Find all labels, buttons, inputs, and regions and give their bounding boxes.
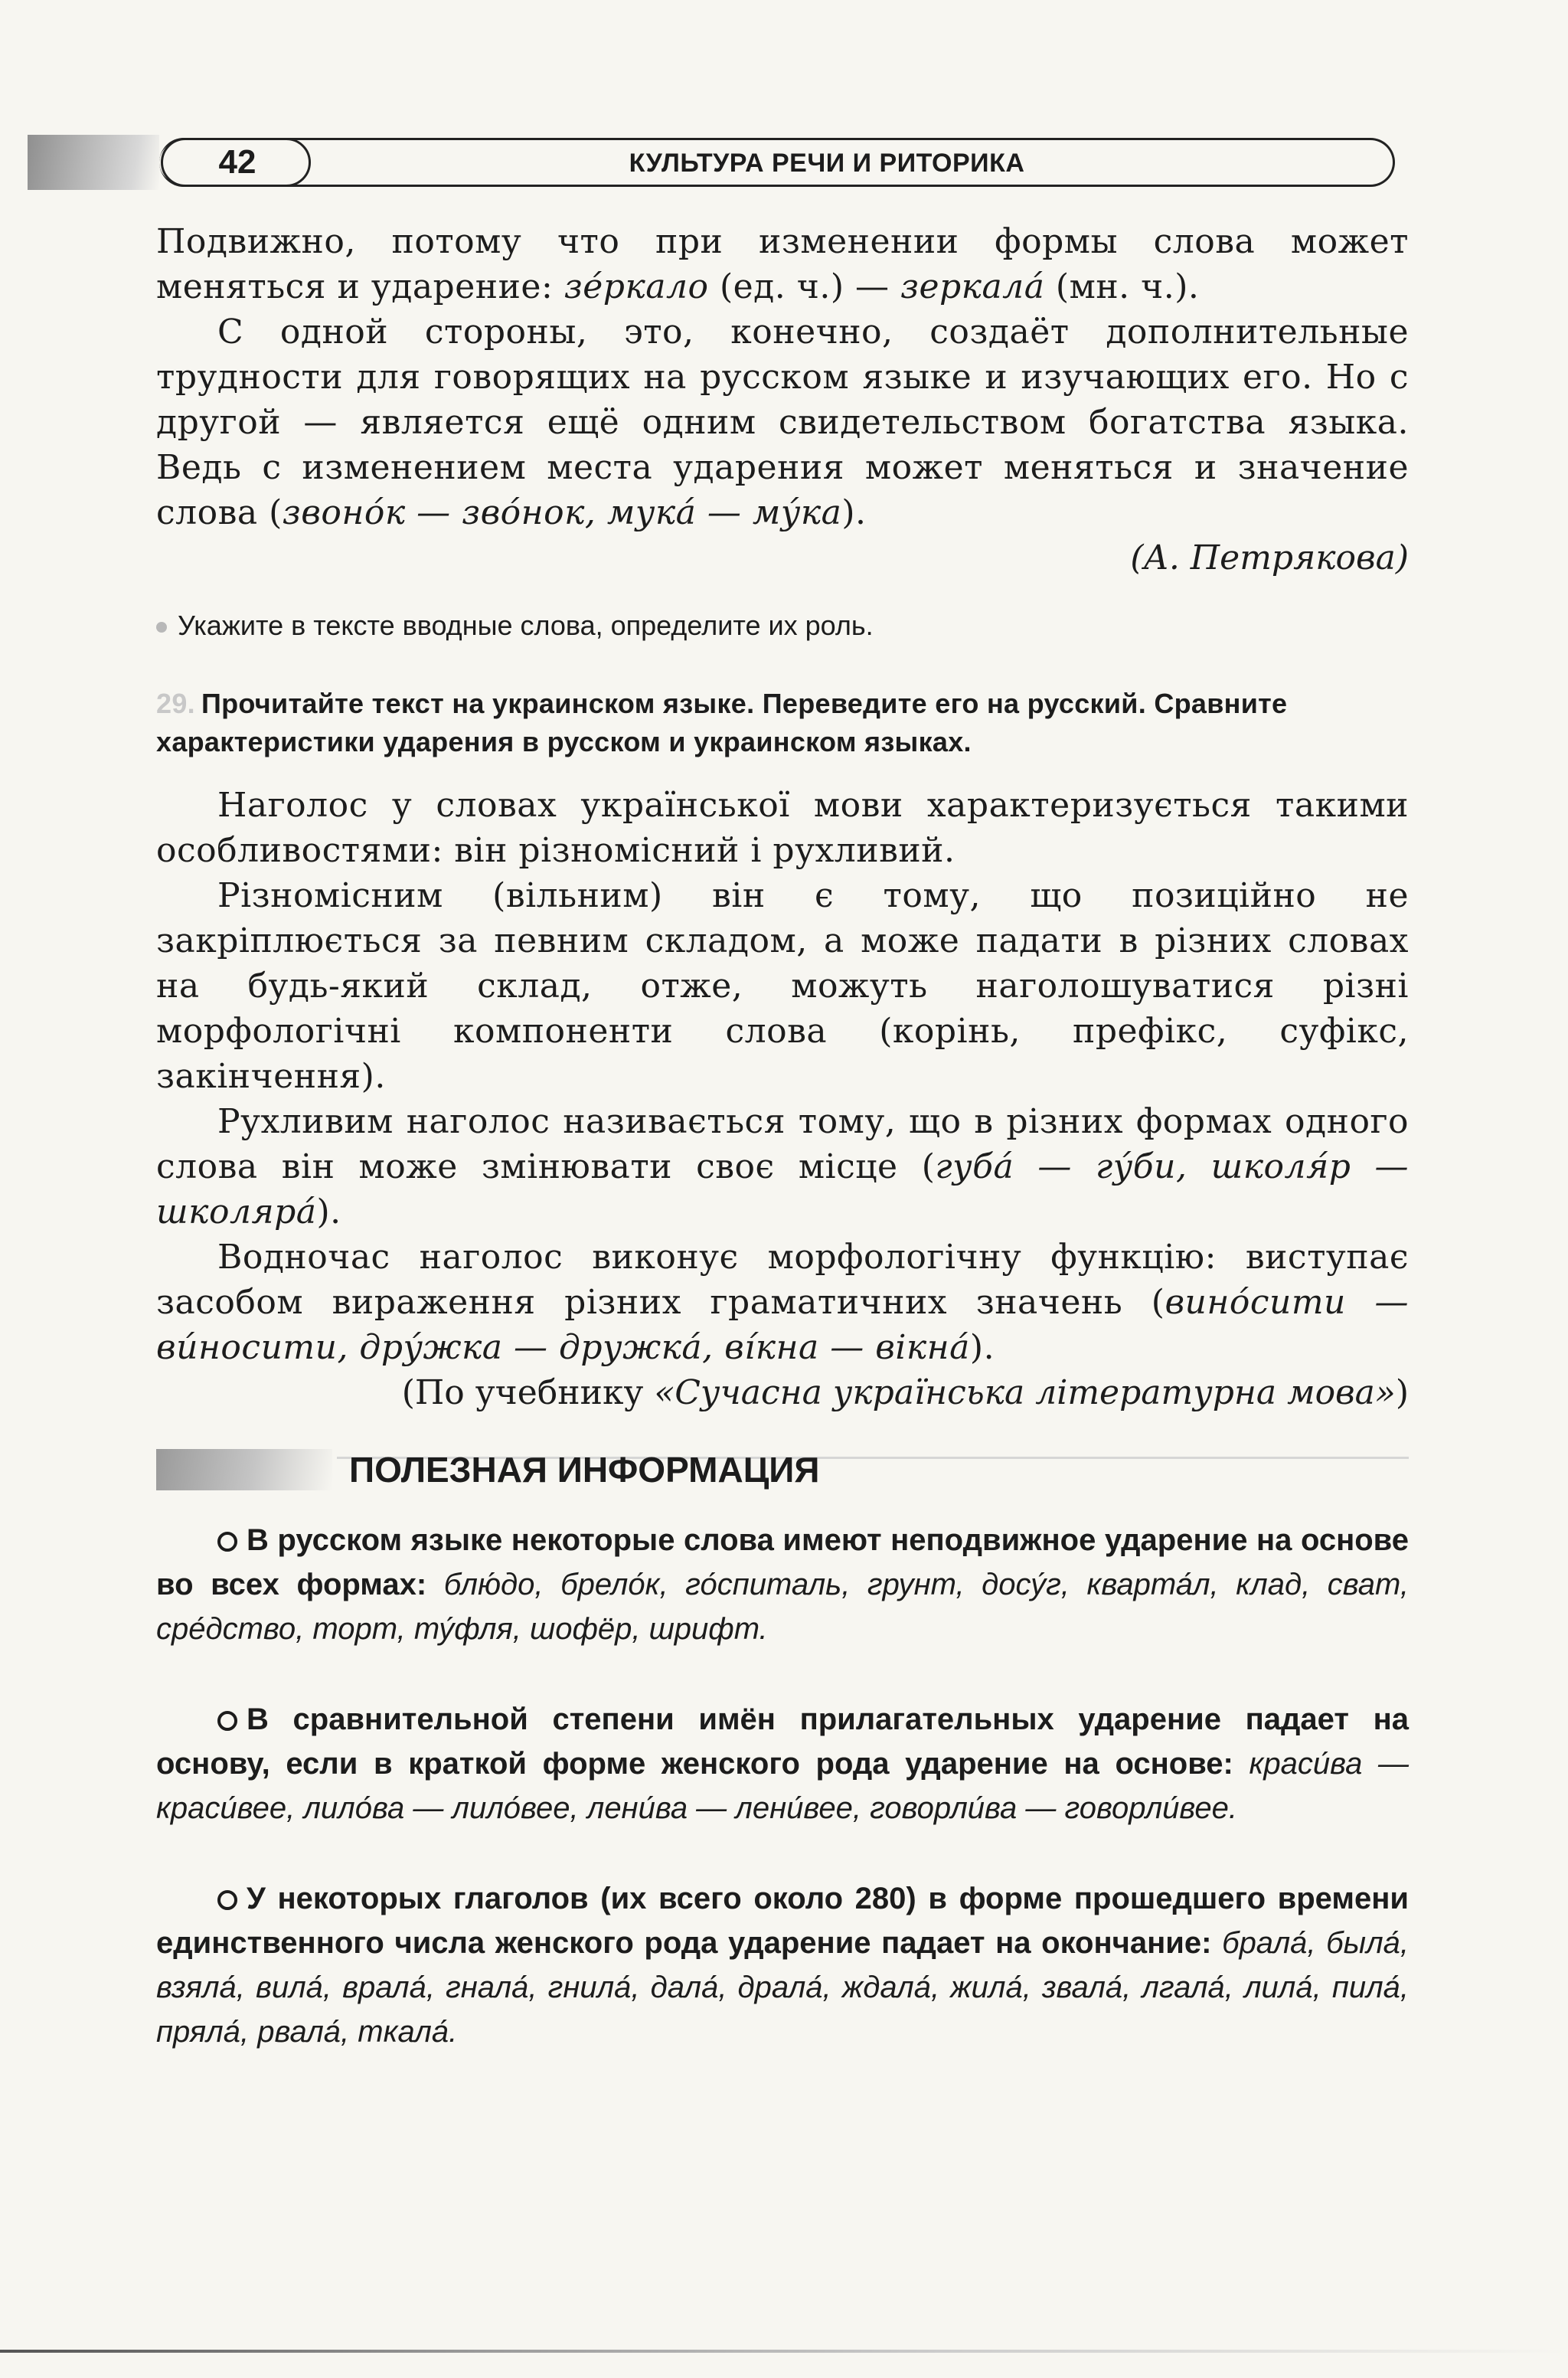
task-29 xyxy=(156,685,1409,761)
paragraph: Різномісним (вільним) він є тому, що позиційно не закріплюється за певним складом, а може падати в різних словах на будь-який склад, отже, можуть наголошуватися різні морфологічні компоненти слова (корінь, префікс, суфікс, закінчення). xyxy=(156,876,1409,1096)
source-citation: (По учебнику «Сучасна українська літературна мова») xyxy=(401,1373,1409,1412)
info-section-title: ПОЛЕЗНАЯ ИНФОРМАЦИЯ xyxy=(349,1450,820,1490)
circle-bullet-icon xyxy=(217,1890,237,1910)
info-item: В русском языке некоторые слова имеют неподвижное ударение на основе во всех формах: блю́до, брело́к, го́спиталь, грунт, досу́г, кварта́л, клад, сват, сре́дство, торт, ту́фля, шофёр, шрифт. xyxy=(156,1523,1410,1646)
section-decoration xyxy=(156,1449,332,1490)
paragraph: Водночас наголос виконує морфологічну функцію: виступає засобом вираження різних граматичних значень (вино́сити — ви́носити, дру́жка — дружка́, ві́кна — вікна́). xyxy=(156,1238,1409,1367)
paragraph: Наголос у словах української мови характеризується такими особливостями: він різномісний і рухливий. xyxy=(156,786,1409,870)
circle-bullet-icon xyxy=(217,1711,237,1731)
author-signature: (А. Петрякова) xyxy=(1130,538,1409,577)
info-item: В сравнительной степени имён прилагательных ударение падает на основу, если в краткой форме женского рода ударение на основе: краси́ва — краси́вее, лило́ва — лило́вее, лени́ва — лени́вее, говорли́ва — говорли́вее. xyxy=(156,1703,1410,1825)
russian-text xyxy=(156,219,1409,581)
running-header-title: КУЛЬТУРА РЕЧИ И РИТОРИКА xyxy=(629,149,1025,178)
ukrainian-text xyxy=(156,783,1409,1415)
paragraph: Рухливим наголос називається тому, що в різних формах одного слова він може змінювати своє місце (губа́ — гу́би, школя́р — школяра́). xyxy=(156,1102,1409,1232)
paragraph: С одной стороны, это, конечно, создаёт дополнительные трудности для говорящих на русском языке и изучающих его. Но с другой — является ещё одним свидетельством богатства языка. Ведь с изменением места ударения может меняться и значение слова (звоно́к — зво́нок, мука́ — му́ка). xyxy=(156,312,1409,532)
bullet-icon xyxy=(156,622,167,633)
header-decoration xyxy=(28,135,159,190)
task-number: 29. xyxy=(156,688,195,719)
info-item: У некоторых глаголов (их всего около 280) в форме прошедшего времени единственного числа женского рода ударение падает на окончание: брала́, была́, взяла́, вила́, врала́, гнала́, гнила́, дала́, драла́, ждала́, жила́, звала́, лгала́, лила́, пила́, пряла́, рвала́, ткала́. xyxy=(156,1882,1409,2049)
page-edge xyxy=(0,2350,1568,2353)
page-number: 42 xyxy=(218,143,256,181)
task-28: Укажите в тексте вводные слова, определите их роль. xyxy=(156,607,1409,645)
paragraph: Подвижно, потому что при изменении формы слова может меняться и ударение: зе́ркало (ед. ч.) — зеркала́ (мн. ч.). xyxy=(156,222,1409,306)
task-instruction: Прочитайте текст на украинском языке. Переведите его на русский. Сравните характеристики ударения в русском и украинском языках. xyxy=(156,688,1288,757)
circle-bullet-icon xyxy=(217,1532,237,1552)
